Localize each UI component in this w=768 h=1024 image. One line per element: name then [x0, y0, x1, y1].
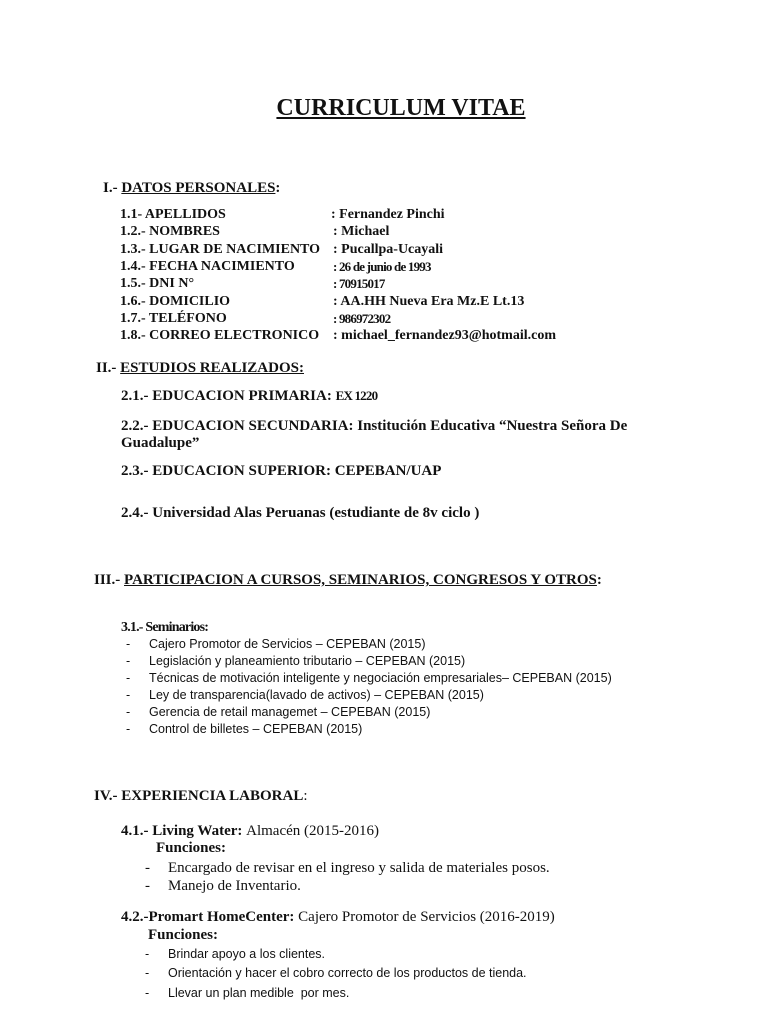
section-title: IV.- EXPERIENCIA LABORAL	[94, 788, 304, 804]
seminar-item	[126, 705, 430, 719]
personal-row-apellidos	[120, 207, 720, 225]
section-number: II.-	[96, 360, 121, 376]
job-function-text: Manejo de Inventario.	[168, 878, 301, 894]
personal-row-domicilio	[120, 294, 720, 312]
estudio-superior: 2.3.- EDUCACION SUPERIOR: CEPEBAN/UAP	[121, 463, 442, 479]
row-value: : 986972302	[333, 311, 391, 326]
bullet-dash: -	[126, 637, 131, 651]
row-label: 1.3.- LUGAR DE NACIMIENTO	[120, 242, 321, 257]
row-value: : Fernandez Pinchi	[331, 207, 445, 222]
seminar-text: Técnicas de motivación inteligente y negociación empresariales– CEPEBAN (2015)	[149, 671, 612, 685]
seminar-item	[126, 688, 484, 702]
job-living-water	[121, 823, 379, 840]
seminarios-subheading: 3.1.- Seminarios:	[121, 620, 209, 635]
seminar-item	[126, 671, 612, 685]
job-function-text: Brindar apoyo a los clientes.	[168, 947, 326, 961]
section-title: ESTUDIOS REALIZADOS:	[120, 360, 304, 376]
personal-row-correo	[120, 328, 720, 346]
row-value: : 70915017	[333, 276, 385, 291]
section-experiencia-heading	[94, 788, 308, 805]
job-role: Cajero Promotor de Servicios (2016-2019)	[298, 909, 555, 925]
job-company: 4.2.-Promart HomeCenter:	[121, 909, 299, 925]
row-label: 1.2.- NOMBRES	[120, 224, 220, 239]
seminar-text: Ley de transparencia(lavado de activos) – CEPEBAN (2015)	[149, 688, 484, 702]
seminar-text: Cajero Promotor de Servicios – CEPEBAN (2015)	[149, 637, 426, 651]
row-value: : Pucallpa-Ucayali	[333, 242, 444, 257]
section-colon: :	[275, 180, 281, 196]
section-number: I.-	[103, 180, 122, 196]
section-title: DATOS PERSONALES	[121, 180, 276, 196]
page-title: CURRICULUM VITAE	[276, 95, 526, 121]
seminar-text: Legislación y planeamiento tributario – CEPEBAN (2015)	[149, 654, 466, 668]
personal-row-lugar-nacimiento	[120, 242, 720, 260]
row-label: 1.1- APELLIDOS	[120, 207, 226, 222]
bullet-dash: -	[126, 654, 131, 668]
section-title: PARTICIPACION A CURSOS, SEMINARIOS, CONGRESOS Y OTROS	[124, 572, 597, 588]
section-colon: :	[596, 572, 602, 588]
bullet-dash: -	[145, 878, 150, 894]
job-function-item	[145, 947, 326, 961]
estudio-secundaria-line2: Guadalupe”	[121, 435, 200, 451]
job-function-text: Orientación y hacer el cobro correcto de los productos de tienda.	[168, 966, 527, 980]
estudio-universidad: 2.4.- Universidad Alas Peruanas (estudiante de 8v ciclo )	[121, 505, 480, 521]
seminar-text: Gerencia de retail managemet – CEPEBAN (2015)	[149, 705, 431, 719]
section-estudios-heading	[96, 360, 304, 377]
row-label: 1.4.- FECHA NACIMIENTO	[120, 259, 295, 274]
job-function-text: Llevar un plan medible por mes.	[168, 986, 350, 1000]
section-datos-personales-heading	[103, 180, 280, 197]
row-value: : michael_fernandez93@hotmail.com	[333, 328, 556, 343]
bullet-dash: -	[145, 947, 150, 961]
row-value: : Michael	[333, 224, 390, 239]
personal-row-nombres	[120, 224, 720, 242]
row-label: 1.8.- CORREO ELECTRONICO	[120, 328, 320, 343]
job-function-item	[145, 986, 350, 1000]
personal-row-telefono	[120, 311, 720, 329]
personal-row-fecha-nacimiento	[120, 259, 720, 277]
job-function-text: Encargado de revisar en el ingreso y salida de materiales posos.	[168, 860, 550, 876]
job-function-item	[145, 878, 301, 895]
estudio-secundaria-line1: 2.2.- EDUCACION SECUNDARIA: Institución Educativa “Nuestra Señora De	[121, 418, 628, 434]
job-role: Almacén (2015-2016)	[246, 823, 380, 839]
seminar-item	[126, 722, 362, 736]
job-funciones-label: Funciones:	[148, 927, 219, 943]
bullet-dash: -	[145, 860, 150, 876]
job-promart	[121, 909, 555, 926]
row-value: : 26 de junio de 1993	[333, 259, 431, 274]
seminar-text: Control de billetes – CEPEBAN (2015)	[149, 722, 363, 736]
section-number: III.-	[94, 572, 125, 588]
bullet-dash: -	[145, 966, 150, 980]
job-funciones-label: Funciones:	[156, 840, 227, 856]
job-function-item	[145, 860, 550, 877]
bullet-dash: -	[126, 705, 131, 719]
estudio-value: EX 1220	[335, 388, 378, 403]
bullet-dash: -	[126, 688, 131, 702]
job-company: 4.1.- Living Water:	[121, 823, 247, 839]
row-label: 1.7.- TELÉFONO	[120, 311, 227, 326]
estudio-primaria	[121, 388, 377, 405]
row-label: 1.5.- DNI N°	[120, 276, 195, 291]
bullet-dash: -	[126, 671, 131, 685]
section-colon: :	[303, 788, 308, 804]
job-function-item	[145, 966, 527, 980]
personal-row-dni	[120, 276, 720, 294]
seminar-item	[126, 654, 465, 668]
estudio-label: 2.1.- EDUCACION PRIMARIA:	[121, 388, 336, 404]
row-value: : AA.HH Nueva Era Mz.E Lt.13	[333, 294, 525, 309]
seminar-item	[126, 637, 426, 651]
section-participacion-heading	[94, 572, 602, 589]
bullet-dash: -	[145, 986, 150, 1000]
row-label: 1.6.- DOMICILIO	[120, 294, 231, 309]
bullet-dash: -	[126, 722, 131, 736]
